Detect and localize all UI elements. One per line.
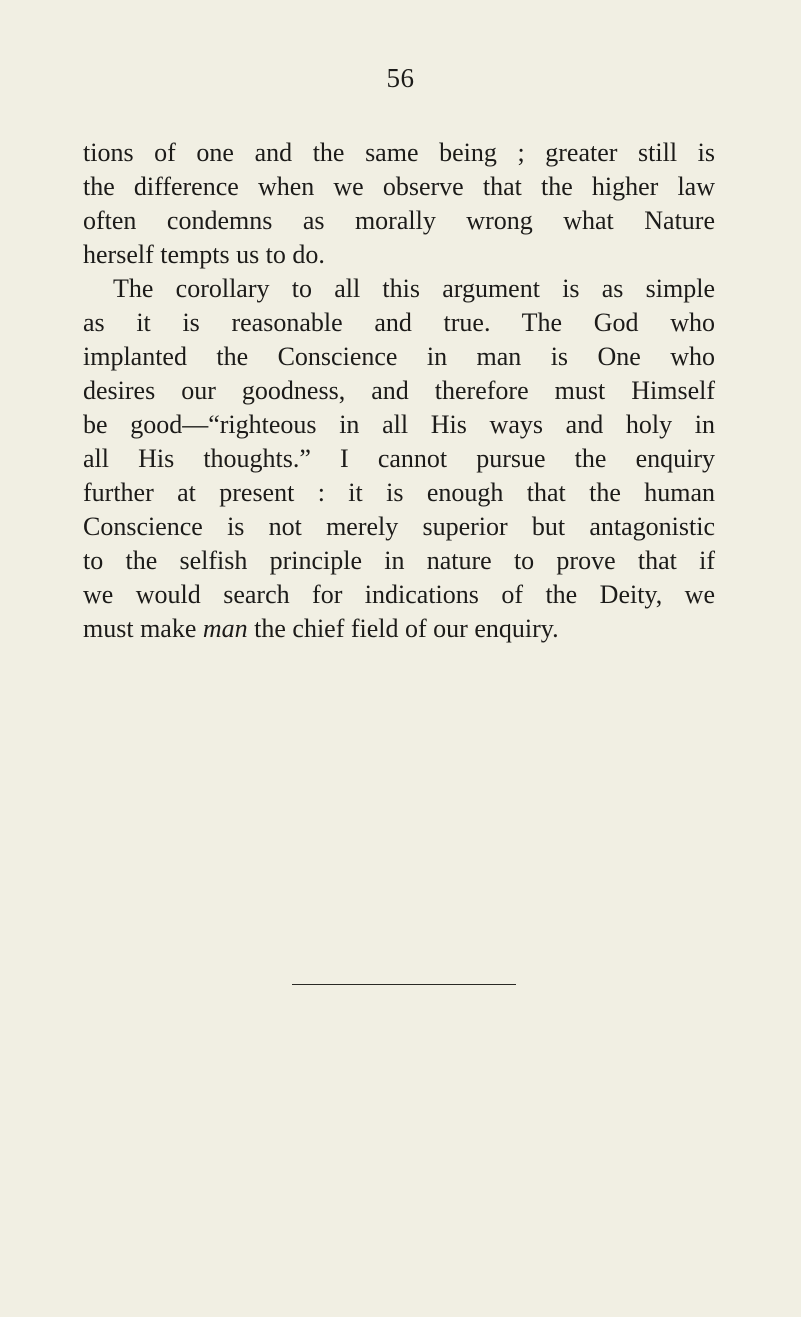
text-line: the difference when we observe that the higher law: [83, 172, 715, 201]
text-line: as it is reasonable and true. The God who: [83, 308, 715, 337]
text-line: often condemns as morally wrong what Nature: [83, 206, 715, 235]
text-line: we would search for indications of the Deity, we: [83, 580, 715, 609]
text-line: to the selfish principle in nature to prove that if: [83, 546, 715, 575]
section-divider: [292, 984, 516, 985]
page-number: 56: [386, 63, 415, 93]
text-fragment: must make: [83, 614, 203, 643]
text-line: desires our goodness, and therefore must Himself: [83, 376, 715, 405]
paragraph-end-line: herself tempts us to do.: [83, 240, 325, 269]
italic-word: man: [202, 614, 248, 643]
text-line: Conscience is not merely superior but antagonistic: [83, 512, 715, 541]
text-line: implanted the Conscience in man is One who: [83, 342, 715, 371]
paragraph-end-line: [83, 612, 715, 646]
text-line: further at present : it is enough that the human: [83, 478, 715, 507]
text-line: tions of one and the same being ; greater still is: [83, 138, 715, 167]
text-line: be good—“righteous in all His ways and holy in: [83, 410, 715, 439]
text-fragment: the chief field of our enquiry.: [247, 614, 559, 643]
body-text: [83, 136, 715, 646]
text-line: all His thoughts.” I cannot pursue the enquiry: [83, 444, 715, 473]
paragraph-start-line: The corollary to all this argument is as simple: [113, 274, 715, 303]
